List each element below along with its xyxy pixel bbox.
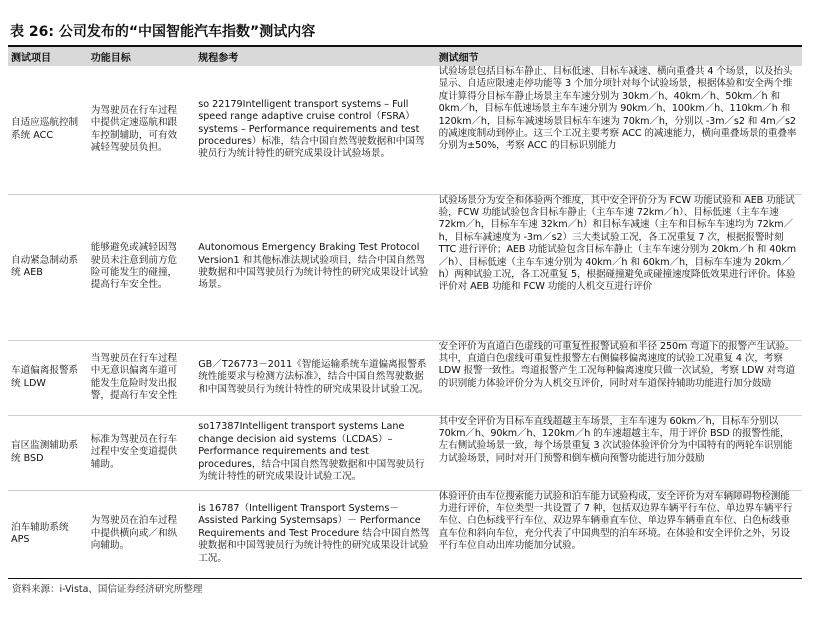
cell-test-item: 泊车辅助系统 APS <box>8 490 88 578</box>
cell-reference: Autonomous Emergency Braking Test Protocol Version1 和其他标准法规试验项目，结合中国自然驾驶数据和中国驾驶员行为统计特性的研究成果设计试验场景。 <box>195 194 435 340</box>
cell-test-details: 其中安全评价为目标车直线超越主车场景，主车车速为 60km／h，目标车分别以 70km／h、90km／h、120km／h 的车速超越主车，用于评价 BSD 的报警性能，左右侧试验场景一致，每个场景重复 3 次试验体验评价分为中国特有的两轮车识别能力试验场景，同时对开门预警和倒车横向预警功能进行加分鼓励 <box>436 415 802 490</box>
cell-test-item: 盲区监测辅助系统 BSD <box>8 415 88 490</box>
cell-test-item: 自适应巡航控制系统 ACC <box>8 66 88 194</box>
test-content-table <box>8 47 802 579</box>
cell-test-item: 自动紧急制动系统 AEB <box>8 194 88 340</box>
table-row-bsd <box>8 415 802 490</box>
cell-reference: GB／T26773－2011《智能运输系统车道偏离报警系统性能要求与检测方法标准》，结合中国自然驾驶数据和中国驾驶员行为统计特性的研究成果设计试验工况。 <box>195 340 435 415</box>
header-function-goal: 功能目标 <box>88 47 195 66</box>
header-test-item: 测试项目 <box>8 47 88 66</box>
table-row-ldw <box>8 340 802 415</box>
header-test-details: 测试细节 <box>436 47 802 66</box>
table-row-aps <box>8 490 802 578</box>
cell-reference: is 16787（Intelligent Transport Systems－Assisted Parking Systemsaps）－ Performance Requirements and Test Procedure 结合中国自然驾驶数据和中国驾驶员行为统计特性的研究成果设计试验工况。 <box>195 490 435 578</box>
cell-test-details: 试验场景分为安全和体验两个维度，其中安全评价分为 FCW 功能试验和 AEB 功能试验，FCW 功能试验包含目标车静止（主车车速 72km／h）、目标低速（主车车速 72km／h，目标车车速 32km／h）和目标车减速（主车和目标车车速均为 72km／h，目标车减速度为 -3m／s2）三大类试验工况，各工况重复 7 次，根据报警时刻 TTC 进行评价；AEB 功能试验包含目标车静止（主车车速分别为 20km／h 和 40km／h）、目标低速（主车车速分别为 40km／h 和 60km／h，目标车车速为 20km／h）两种试验工况，各工况重复 5，根据碰撞避免或碰撞速度降低效果进行评价。体验评价对 AEB 功能和 FCW 功能的人机交互进行评价 <box>436 194 802 340</box>
cell-test-item: 车道偏离报警系统 LDW <box>8 340 88 415</box>
table-row-acc <box>8 66 802 194</box>
source-note: 资料来源：i-Vista、国信证券经济研究所整理 <box>12 584 203 595</box>
table-title: 表 26: 公司发布的“中国智能汽车指数”测试内容 <box>10 24 316 40</box>
table-row-aeb <box>8 194 802 340</box>
cell-function-goal: 为驾驶员在行车过程中提供定速巡航和跟车控制辅助，可有效减轻驾驶员负担。 <box>88 66 195 194</box>
cell-test-details: 试验场景包括目标车静止、目标低速、目标车减速、横向重叠共 4 个场景，以及抬头显示、自适应限速走停功能等 3 个加分项针对每个试验场景，根据体验和安全两个维度计算得分目标车静止场景主车车速分别为 30km／h、40km／h、50km／h 和 0km／h，目标车低速场景主车车速分别为 90km／h、100km／h、110km／h 和 120km／h，目标车减速场景目标车车速为 70km／h，分别以 -3m／s2 和 4m／s2 的减速度制动到停止。这三个工况主要考察 ACC 的减速能力，横向重叠场景的重叠率分别为±50%，考察 ACC 的目标识别能力 <box>436 66 802 194</box>
cell-function-goal: 当驾驶员在行车过程中无意识偏离车道可能发生危险时发出报警，提高行车安全性 <box>88 340 195 415</box>
cell-function-goal: 能够避免或减轻因驾驶员未注意到前方危险可能发生的碰撞，提高行车安全性。 <box>88 194 195 340</box>
cropped-page-header <box>210 0 590 1</box>
cell-function-goal: 标准为驾驶员在行车过程中安全变道提供辅助。 <box>88 415 195 490</box>
table-header-row <box>8 47 802 66</box>
cell-test-details: 安全评价为直道白色虚线的可重复性报警试验和半径 250m 弯道下的报警产生试验。其中，直道白色虚线可重复性报警左右侧偏移偏离速度的试验工况重复 4 次，考察 LDW 报警一致性。弯道报警产生工况每种偏离速度只做一次试验，考察 LDW 对弯道的识别能力体验评价分为人机交互评价，同时对车道保持辅助功能进行加分鼓励 <box>436 340 802 415</box>
cell-reference: so 22179Intelligent transport systems – Full speed range adaptive cruise control（FSRA） systems – Performance requirements and test procedures）标准，结合中国自然驾驶数据和中国驾驶员行为统计特性的研究成果设计试验场景。 <box>195 66 435 194</box>
header-reference: 规程参考 <box>195 47 435 66</box>
cell-test-details: 体验评价由车位搜索能力试验和泊车能力试验构成，安全评价为对车辆障碍物检测能力进行评价，车位类型一共设置了 7 种，包括双边界车辆平行车位、单边界车辆平行车位、白色标线平行车位、双边界车辆垂直车位、单边界车辆垂直车位、白色标线垂直车位和斜向车位，充分代表了中国典型的泊车环境。在体验和安全评价之外，另设平行车位自动出库功能加分试验。 <box>436 490 802 578</box>
cell-function-goal: 为驾驶员在泊车过程中提供横向或／和纵向辅助。 <box>88 490 195 578</box>
cell-reference: so17387Intelligent transport systems Lane change decision aid systems（LCDAS）– Performance requirements and test procedures，结合中国自然驾驶数据和中国驾驶员行为统计特性的研究成果设计试验工况。 <box>195 415 435 490</box>
